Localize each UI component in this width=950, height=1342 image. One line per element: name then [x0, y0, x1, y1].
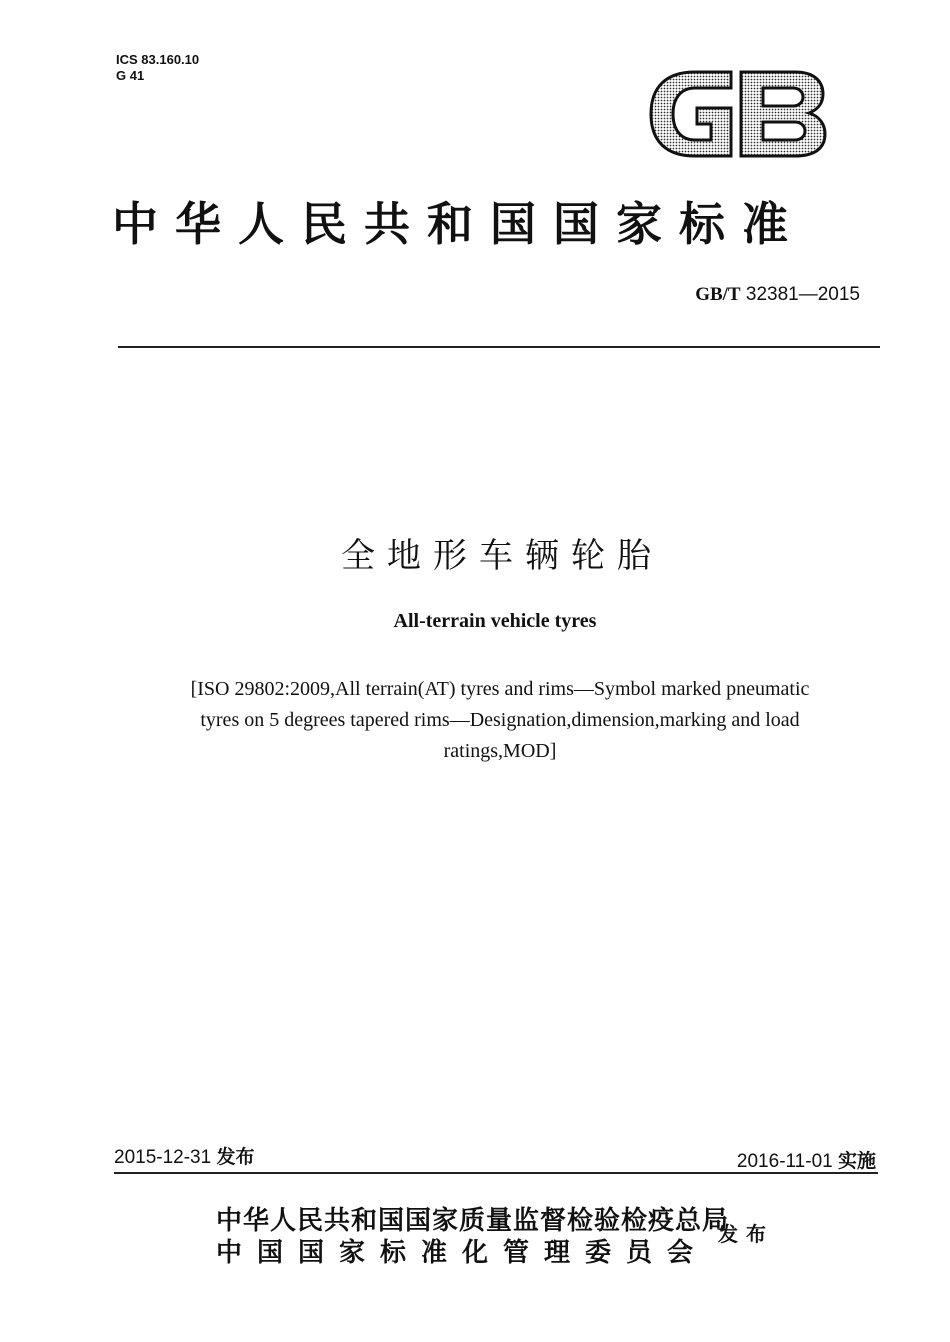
class-code: G 41: [116, 68, 145, 83]
document-title-en: All-terrain vehicle tyres: [393, 610, 597, 632]
national-standard-title: 中华人民共和国国家标准: [112, 197, 805, 251]
footer-divider: [114, 1172, 878, 1174]
standard-code: 32381—2015: [745, 284, 860, 305]
implementation-date: [676, 1146, 876, 1173]
ics-code: ICS 83.160.10: [116, 52, 200, 67]
issue-date-value: 2015-12-31: [114, 1147, 212, 1168]
iso-reference-line: ratings,MOD]: [443, 740, 557, 762]
ics-classification: [116, 52, 199, 84]
publisher-aqsiq: 中华人民共和国国家质量监督检验检疫总局: [216, 1206, 730, 1236]
iso-reference: [110, 674, 890, 767]
issue-label: 发布: [216, 1146, 255, 1168]
iso-reference-line: [ISO 29802:2009,All terrain(AT) tyres and rims—Symbol marked pneumatic: [190, 678, 810, 700]
publisher-sac: 中国国家标准化管理委员会: [216, 1238, 709, 1268]
document-title-cn: 全地形车辆轮胎: [341, 536, 663, 576]
header-divider: [118, 346, 880, 348]
publish-label: 发布: [718, 1222, 774, 1246]
standard-number: [660, 284, 860, 306]
issue-date: [114, 1142, 255, 1169]
iso-reference-line: tyres on 5 degrees tapered rims—Designation,dimension,marking and load: [200, 709, 800, 731]
standard-prefix: GB/T: [695, 284, 741, 305]
gb-logo: [645, 66, 831, 162]
implementation-date-value: 2016-11-01: [736, 1151, 833, 1172]
implementation-label: 实施: [837, 1150, 876, 1172]
